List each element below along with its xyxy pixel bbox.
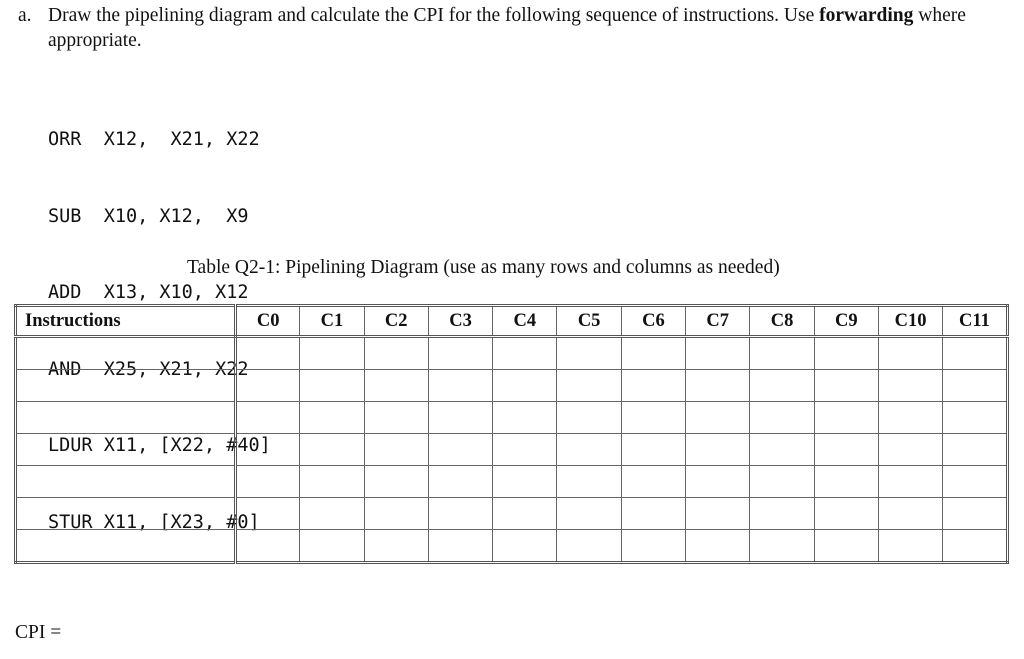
cycle-cell xyxy=(621,466,685,498)
cycle-cell xyxy=(493,530,557,563)
cycle-header-4: C4 xyxy=(493,306,557,337)
cycle-header-1: C1 xyxy=(300,306,364,337)
cycle-header-10: C10 xyxy=(878,306,942,337)
cycle-cell xyxy=(814,370,878,402)
cycle-cell xyxy=(621,337,685,370)
cycle-cell xyxy=(300,370,364,402)
instruction-cell xyxy=(16,337,236,370)
cycle-cell xyxy=(428,370,492,402)
cycle-cell xyxy=(236,402,300,434)
cycle-cell xyxy=(814,498,878,530)
cycle-cell xyxy=(236,466,300,498)
instruction-cell xyxy=(16,530,236,563)
cycle-cell xyxy=(364,402,428,434)
pipelining-diagram-table xyxy=(14,304,1009,564)
instruction-cell xyxy=(16,402,236,434)
cycle-cell xyxy=(878,337,942,370)
cycle-cell xyxy=(621,402,685,434)
cycle-cell xyxy=(236,498,300,530)
table-row xyxy=(16,530,1008,563)
code-line-5: LDUR X11, [X22, #40] xyxy=(48,435,271,456)
cycle-cell xyxy=(300,402,364,434)
cycle-cell xyxy=(750,370,814,402)
cycle-cell xyxy=(686,337,750,370)
instructions-header: Instructions xyxy=(16,306,236,337)
cycle-cell xyxy=(878,498,942,530)
cycle-cell xyxy=(364,530,428,563)
instruction-cell xyxy=(16,370,236,402)
code-line-2: SUB X10, X12, X9 xyxy=(48,205,249,227)
question-marker: a. xyxy=(18,5,32,26)
cycle-cell xyxy=(493,434,557,466)
cycle-cell xyxy=(557,337,621,370)
cycle-cell xyxy=(493,498,557,530)
cycle-cell xyxy=(300,466,364,498)
cycle-header-5: C5 xyxy=(557,306,621,337)
cycle-cell xyxy=(557,402,621,434)
code-line-3: ADD X13, X10, X12 xyxy=(48,282,249,303)
cycle-cell xyxy=(686,434,750,466)
cycle-cell xyxy=(943,434,1007,466)
cycle-cell xyxy=(364,498,428,530)
cycle-cell xyxy=(557,434,621,466)
instruction-cell xyxy=(16,498,236,530)
cycle-cell xyxy=(750,337,814,370)
cycle-header-6: C6 xyxy=(621,306,685,337)
cycle-cell xyxy=(236,530,300,563)
cycle-cell xyxy=(750,434,814,466)
cycle-cell xyxy=(428,530,492,563)
code-line-1: ORR X12, X21, X22 xyxy=(48,129,260,150)
cycle-cell xyxy=(943,370,1007,402)
cpi-label: CPI = xyxy=(15,622,62,643)
cycle-cell xyxy=(621,530,685,563)
cycle-cell xyxy=(686,466,750,498)
cycle-header-11: C11 xyxy=(943,306,1007,337)
cycle-cell xyxy=(621,498,685,530)
cycle-cell xyxy=(364,434,428,466)
cycle-cell xyxy=(493,466,557,498)
table-header-row xyxy=(16,306,1008,337)
cycle-cell xyxy=(814,530,878,563)
table-row xyxy=(16,402,1008,434)
cycle-cell xyxy=(428,434,492,466)
table-body xyxy=(16,337,1008,563)
cycle-cell xyxy=(300,498,364,530)
cycle-cell xyxy=(750,402,814,434)
question-bold-word: forwarding xyxy=(819,5,914,26)
table-row xyxy=(16,466,1008,498)
cycle-cell xyxy=(814,402,878,434)
cycle-cell xyxy=(878,466,942,498)
cycle-cell xyxy=(943,530,1007,563)
cycle-cell xyxy=(686,530,750,563)
cycle-cell xyxy=(493,370,557,402)
cycle-header-3: C3 xyxy=(428,306,492,337)
cycle-cell xyxy=(686,498,750,530)
cycle-cell xyxy=(428,337,492,370)
cycle-cell xyxy=(364,466,428,498)
cycle-cell xyxy=(557,530,621,563)
cycle-cell xyxy=(428,402,492,434)
table-caption: Table Q2-1: Pipelining Diagram (use as many rows and columns as needed) xyxy=(187,257,780,278)
cycle-header-8: C8 xyxy=(750,306,814,337)
cycle-cell xyxy=(557,466,621,498)
table-row xyxy=(16,498,1008,530)
cycle-cell xyxy=(236,370,300,402)
cycle-cell xyxy=(300,434,364,466)
cycle-header-7: C7 xyxy=(686,306,750,337)
cycle-cell xyxy=(686,402,750,434)
cycle-cell xyxy=(364,370,428,402)
cycle-cell xyxy=(943,498,1007,530)
table-row xyxy=(16,370,1008,402)
cycle-cell xyxy=(236,337,300,370)
code-line-4: AND X25, X21, X22 xyxy=(48,358,249,380)
cycle-cell xyxy=(814,434,878,466)
cycle-cell xyxy=(750,498,814,530)
cycle-header-0: C0 xyxy=(236,306,300,337)
cycle-cell xyxy=(943,402,1007,434)
cycle-cell xyxy=(943,466,1007,498)
cycle-cell xyxy=(686,370,750,402)
cycle-cell xyxy=(621,434,685,466)
cycle-cell xyxy=(428,498,492,530)
cycle-cell xyxy=(943,337,1007,370)
table-row xyxy=(16,434,1008,466)
cycle-cell xyxy=(878,370,942,402)
cycle-header-2: C2 xyxy=(364,306,428,337)
question-text-part1: Draw the pipelining diagram and calculate the CPI for the following sequence of instructions. Use xyxy=(48,5,820,26)
cycle-cell xyxy=(300,337,364,370)
instruction-cell xyxy=(16,466,236,498)
cycle-cell xyxy=(878,434,942,466)
cycle-cell xyxy=(364,337,428,370)
cycle-cell xyxy=(428,466,492,498)
cycle-cell xyxy=(878,402,942,434)
cycle-cell xyxy=(557,498,621,530)
cycle-cell xyxy=(750,530,814,563)
instruction-cell xyxy=(16,434,236,466)
cycle-cell xyxy=(878,530,942,563)
question-text-part2: where appropriate. xyxy=(48,5,966,51)
table-row xyxy=(16,337,1008,370)
cycle-cell xyxy=(493,337,557,370)
question-text xyxy=(48,3,1018,53)
code-line-6: STUR X11, [X23, #0] xyxy=(48,511,260,533)
cycle-cell xyxy=(750,466,814,498)
cycle-cell xyxy=(621,370,685,402)
cycle-cell xyxy=(557,370,621,402)
cycle-cell xyxy=(493,402,557,434)
cycle-cell xyxy=(236,434,300,466)
cycle-header-9: C9 xyxy=(814,306,878,337)
cycle-cell xyxy=(814,337,878,370)
cycle-cell xyxy=(300,530,364,563)
cycle-cell xyxy=(814,466,878,498)
